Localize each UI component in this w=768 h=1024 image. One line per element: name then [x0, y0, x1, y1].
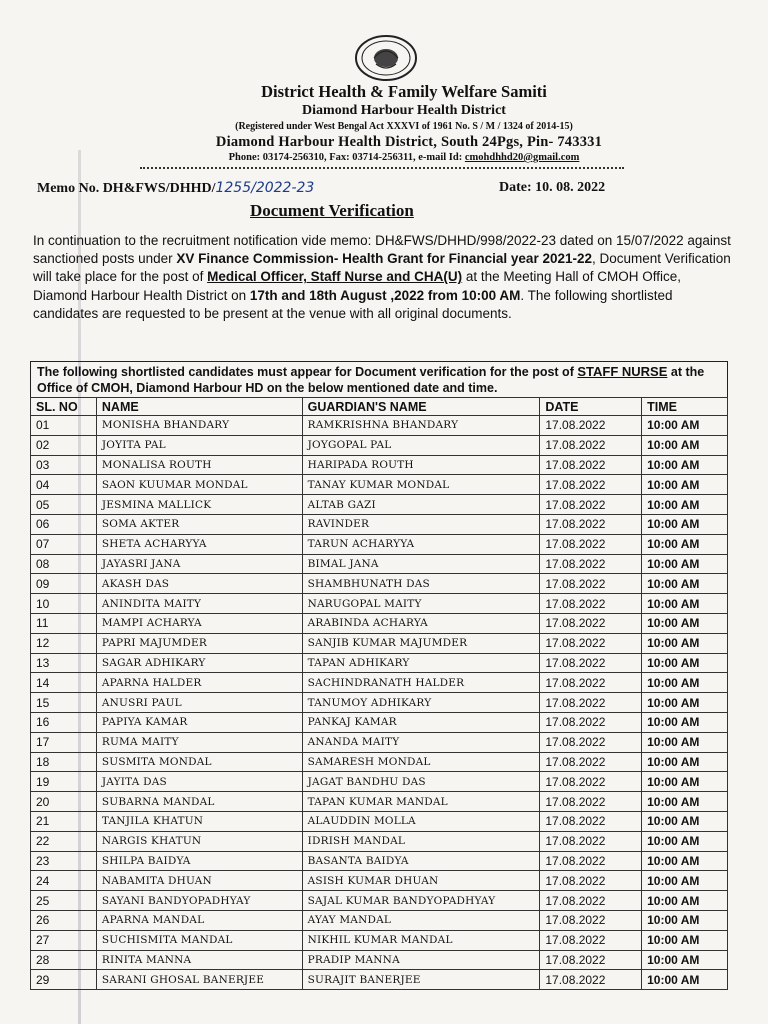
table-row — [31, 732, 728, 752]
cell-name: SUCHISMITA MANDAL — [96, 930, 302, 950]
cell-sl-no: 09 — [31, 574, 97, 594]
cell-guardian: RAMKRISHNA BHANDARY — [302, 416, 540, 436]
cell-date: 17.08.2022 — [540, 455, 642, 475]
cell-sl-no: 11 — [31, 613, 97, 633]
cell-guardian: SAMARESH MONDAL — [302, 752, 540, 772]
table-row — [31, 752, 728, 772]
cell-name: SAON KUUMAR MONDAL — [96, 475, 302, 495]
table-row — [31, 712, 728, 732]
cell-guardian: ALAUDDIN MOLLA — [302, 811, 540, 831]
cell-guardian: ASISH KUMAR DHUAN — [302, 871, 540, 891]
cell-time: 10:00 AM — [642, 574, 728, 594]
cell-name: APARNA HALDER — [96, 673, 302, 693]
cell-sl-no: 26 — [31, 910, 97, 930]
cell-time: 10:00 AM — [642, 534, 728, 554]
cell-sl-no: 23 — [31, 851, 97, 871]
table-row — [31, 653, 728, 673]
email-link[interactable]: cmohdhhd20@gmail.com — [464, 152, 580, 163]
table-row — [31, 772, 728, 792]
cell-time: 10:00 AM — [642, 831, 728, 851]
cell-name: SOMA AKTER — [96, 514, 302, 534]
cell-time: 10:00 AM — [642, 693, 728, 713]
cell-name: JAYASRI JANA — [96, 554, 302, 574]
cell-time: 10:00 AM — [642, 851, 728, 871]
notice-pre: The following shortlisted candidates must appear for Document verification for the post of — [37, 365, 578, 379]
cell-sl-no: 10 — [31, 594, 97, 614]
letterhead — [0, 82, 768, 165]
cell-date: 17.08.2022 — [540, 950, 642, 970]
cell-date: 17.08.2022 — [540, 712, 642, 732]
table-row — [31, 514, 728, 534]
memo-handwritten-number: 1255/2022-23 — [215, 180, 315, 196]
cell-date: 17.08.2022 — [540, 574, 642, 594]
cell-name: SARANI GHOSAL BANERJEE — [96, 970, 302, 990]
cell-sl-no: 25 — [31, 891, 97, 911]
cell-sl-no: 01 — [31, 416, 97, 436]
cell-name: ANUSRI PAUL — [96, 693, 302, 713]
cell-time: 10:00 AM — [642, 435, 728, 455]
cell-date: 17.08.2022 — [540, 633, 642, 653]
cell-date: 17.08.2022 — [540, 594, 642, 614]
cell-time: 10:00 AM — [642, 495, 728, 515]
cell-guardian: ARABINDA ACHARYA — [302, 613, 540, 633]
cell-guardian: SACHINDRANATH HALDER — [302, 673, 540, 693]
table-row — [31, 792, 728, 812]
memo-number — [37, 180, 314, 197]
header-sl-no: SL. NO — [31, 398, 97, 416]
cell-time: 10:00 AM — [642, 416, 728, 436]
memo-label: Memo No. DH&FWS/DHHD/ — [37, 181, 216, 196]
table-row — [31, 910, 728, 930]
page-title: Document Verification — [250, 201, 414, 220]
cell-time: 10:00 AM — [642, 772, 728, 792]
cell-time: 10:00 AM — [642, 910, 728, 930]
cell-sl-no: 16 — [31, 712, 97, 732]
cell-name: MONALISA ROUTH — [96, 455, 302, 475]
cell-time: 10:00 AM — [642, 930, 728, 950]
cell-sl-no: 02 — [31, 435, 97, 455]
cell-name: APARNA MANDAL — [96, 910, 302, 930]
table-row — [31, 574, 728, 594]
cell-date: 17.08.2022 — [540, 693, 642, 713]
table-row — [31, 851, 728, 871]
cell-sl-no: 17 — [31, 732, 97, 752]
cell-name: SHETA ACHARYYA — [96, 534, 302, 554]
cell-sl-no: 24 — [31, 871, 97, 891]
cell-guardian: ALTAB GAZI — [302, 495, 540, 515]
cell-date: 17.08.2022 — [540, 930, 642, 950]
cell-guardian: TAPAN KUMAR MANDAL — [302, 792, 540, 812]
table-row — [31, 475, 728, 495]
cell-date: 17.08.2022 — [540, 752, 642, 772]
cell-guardian: BIMAL JANA — [302, 554, 540, 574]
para-part-2: , Document Verification will take place for the post of — [33, 251, 731, 285]
notice-post-name: STAFF NURSE — [577, 364, 668, 379]
cell-sl-no: 19 — [31, 772, 97, 792]
cell-date: 17.08.2022 — [540, 891, 642, 911]
cell-date: 17.08.2022 — [540, 673, 642, 693]
cell-guardian: BASANTA BAIDYA — [302, 851, 540, 871]
cell-name: MONISHA BHANDARY — [96, 416, 302, 436]
cell-sl-no: 03 — [31, 455, 97, 475]
cell-name: RINITA MANNA — [96, 950, 302, 970]
table-row — [31, 891, 728, 911]
cell-date: 17.08.2022 — [540, 534, 642, 554]
cell-sl-no: 04 — [31, 475, 97, 495]
cell-sl-no: 13 — [31, 653, 97, 673]
cell-guardian: NIKHIL KUMAR MANDAL — [302, 930, 540, 950]
table-row — [31, 693, 728, 713]
cell-name: SUBARNA MANDAL — [96, 792, 302, 812]
table-row — [31, 871, 728, 891]
cell-sl-no: 29 — [31, 970, 97, 990]
cell-sl-no: 28 — [31, 950, 97, 970]
cell-time: 10:00 AM — [642, 752, 728, 772]
table-row — [31, 594, 728, 614]
contact-line — [40, 151, 768, 165]
cell-name: PAPIYA KAMAR — [96, 712, 302, 732]
cell-guardian: NARUGOPAL MAITY — [302, 594, 540, 614]
cell-guardian: TAPAN ADHIKARY — [302, 653, 540, 673]
header-guardian: GUARDIAN'S NAME — [302, 398, 540, 416]
cell-name: JESMINA MALLICK — [96, 495, 302, 515]
cell-guardian: RAVINDER — [302, 514, 540, 534]
cell-guardian: TANAY KUMAR MONDAL — [302, 475, 540, 495]
cell-name: NARGIS KHATUN — [96, 831, 302, 851]
table-row — [31, 950, 728, 970]
cell-sl-no: 12 — [31, 633, 97, 653]
cell-time: 10:00 AM — [642, 475, 728, 495]
table-row — [31, 673, 728, 693]
para-part-1: In continuation to the recruitment notification vide memo: DH&FWS/DHHD/998/2022-23 dated on 15/07/2022 against sanctioned posts under — [33, 233, 731, 267]
cell-date: 17.08.2022 — [540, 811, 642, 831]
cell-date: 17.08.2022 — [540, 416, 642, 436]
cell-date: 17.08.2022 — [540, 792, 642, 812]
cell-time: 10:00 AM — [642, 891, 728, 911]
cell-time: 10:00 AM — [642, 970, 728, 990]
table-row — [31, 930, 728, 950]
table-body — [31, 416, 728, 990]
table-row — [31, 534, 728, 554]
table-row — [31, 495, 728, 515]
org-name: District Health & Family Welfare Samiti — [261, 82, 547, 101]
cell-time: 10:00 AM — [642, 594, 728, 614]
table-row — [31, 970, 728, 990]
cell-guardian: PANKAJ KAMAR — [302, 712, 540, 732]
cell-date: 17.08.2022 — [540, 732, 642, 752]
cell-sl-no: 14 — [31, 673, 97, 693]
cell-date: 17.08.2022 — [540, 554, 642, 574]
cell-name: JOYITA PAL — [96, 435, 302, 455]
cell-date: 17.08.2022 — [540, 970, 642, 990]
cell-guardian: SANJIB KUMAR MAJUMDER — [302, 633, 540, 653]
cell-date: 17.08.2022 — [540, 613, 642, 633]
cell-time: 10:00 AM — [642, 673, 728, 693]
cell-sl-no: 20 — [31, 792, 97, 812]
cell-sl-no: 06 — [31, 514, 97, 534]
candidates-table — [30, 397, 728, 990]
header-divider — [140, 167, 624, 169]
cell-date: 17.08.2022 — [540, 871, 642, 891]
cell-sl-no: 18 — [31, 752, 97, 772]
district-name: Diamond Harbour Health District — [302, 103, 506, 118]
cell-time: 10:00 AM — [642, 514, 728, 534]
cell-time: 10:00 AM — [642, 871, 728, 891]
cell-time: 10:00 AM — [642, 653, 728, 673]
cell-guardian: TARUN ACHARYYA — [302, 534, 540, 554]
table-row — [31, 633, 728, 653]
cell-name: AKASH DAS — [96, 574, 302, 594]
intro-paragraph — [33, 232, 733, 323]
cell-guardian: IDRISH MANDAL — [302, 831, 540, 851]
cell-date: 17.08.2022 — [540, 495, 642, 515]
memo-date: Date: 10. 08. 2022 — [499, 180, 606, 195]
table-row — [31, 416, 728, 436]
cell-time: 10:00 AM — [642, 792, 728, 812]
table-row — [31, 435, 728, 455]
cell-date: 17.08.2022 — [540, 435, 642, 455]
contact-prefix: Phone: 03174-256310, Fax: 03714-256311, e-mail Id: — [228, 152, 465, 163]
emblem-logo-icon — [354, 34, 418, 82]
cell-time: 10:00 AM — [642, 455, 728, 475]
cell-guardian: JAGAT BANDHU DAS — [302, 772, 540, 792]
cell-date: 17.08.2022 — [540, 653, 642, 673]
cell-time: 10:00 AM — [642, 732, 728, 752]
table-row — [31, 613, 728, 633]
table-row — [31, 831, 728, 851]
para-bold-1: XV Finance Commission- Health Grant for Financial year 2021-22 — [176, 251, 592, 267]
cell-date: 17.08.2022 — [540, 851, 642, 871]
cell-sl-no: 27 — [31, 930, 97, 950]
header-time: TIME — [642, 398, 728, 416]
cell-time: 10:00 AM — [642, 613, 728, 633]
cell-guardian: HARIPADA ROUTH — [302, 455, 540, 475]
header-name: NAME — [96, 398, 302, 416]
cell-sl-no: 08 — [31, 554, 97, 574]
cell-name: SAYANI BANDYOPADHYAY — [96, 891, 302, 911]
cell-sl-no: 15 — [31, 693, 97, 713]
cell-time: 10:00 AM — [642, 554, 728, 574]
cell-sl-no: 05 — [31, 495, 97, 515]
table-row — [31, 554, 728, 574]
address-line: Diamond Harbour Health District, South 24Pgs, Pin- 743331 — [215, 134, 603, 150]
cell-name: TANJILA KHATUN — [96, 811, 302, 831]
registration-line: (Registered under West Bengal Act XXXVI of 1961 No. S / M / 1324 of 2014-15) — [235, 121, 573, 132]
cell-guardian: SURAJIT BANERJEE — [302, 970, 540, 990]
cell-name: SUSMITA MONDAL — [96, 752, 302, 772]
cell-name: MAMPI ACHARYA — [96, 613, 302, 633]
cell-guardian: TANUMOY ADHIKARY — [302, 693, 540, 713]
cell-date: 17.08.2022 — [540, 475, 642, 495]
para-bold-2: 17th and 18th August ,2022 from 10:00 AM — [249, 287, 521, 303]
table-row — [31, 811, 728, 831]
para-posts: Medical Officer, Staff Nurse and CHA(U) — [207, 269, 463, 285]
cell-date: 17.08.2022 — [540, 831, 642, 851]
para-part-3: at the Meeting Hall of CMOH Office, Diamond Harbour Health District on — [33, 269, 681, 303]
cell-date: 17.08.2022 — [540, 514, 642, 534]
cell-name: JAYITA DAS — [96, 772, 302, 792]
cell-guardian: PRADIP MANNA — [302, 950, 540, 970]
cell-guardian: JOYGOPAL PAL — [302, 435, 540, 455]
cell-name: SAGAR ADHIKARY — [96, 653, 302, 673]
cell-sl-no: 07 — [31, 534, 97, 554]
cell-name: ANINDITA MAITY — [96, 594, 302, 614]
table-header-row — [31, 398, 728, 416]
cell-guardian: SAJAL KUMAR BANDYOPADHYAY — [302, 891, 540, 911]
notice-box — [30, 361, 728, 398]
cell-date: 17.08.2022 — [540, 910, 642, 930]
para-part-4: . The following shortlisted candidates are requested to be present at the venue with all original documents. — [33, 287, 673, 321]
cell-sl-no: 21 — [31, 811, 97, 831]
header-date: DATE — [540, 398, 642, 416]
cell-name: RUMA MAITY — [96, 732, 302, 752]
cell-name: SHILPA BAIDYA — [96, 851, 302, 871]
cell-guardian: ANANDA MAITY — [302, 732, 540, 752]
cell-name: NABAMITA DHUAN — [96, 871, 302, 891]
notice-post: at the Office of CMOH, Diamond Harbour HD on the below mentioned date and time. — [37, 365, 705, 395]
cell-date: 17.08.2022 — [540, 772, 642, 792]
table-row — [31, 455, 728, 475]
cell-time: 10:00 AM — [642, 811, 728, 831]
cell-sl-no: 22 — [31, 831, 97, 851]
cell-time: 10:00 AM — [642, 712, 728, 732]
cell-time: 10:00 AM — [642, 633, 728, 653]
cell-guardian: SHAMBHUNATH DAS — [302, 574, 540, 594]
cell-guardian: AYAY MANDAL — [302, 910, 540, 930]
cell-time: 10:00 AM — [642, 950, 728, 970]
cell-name: PAPRI MAJUMDER — [96, 633, 302, 653]
